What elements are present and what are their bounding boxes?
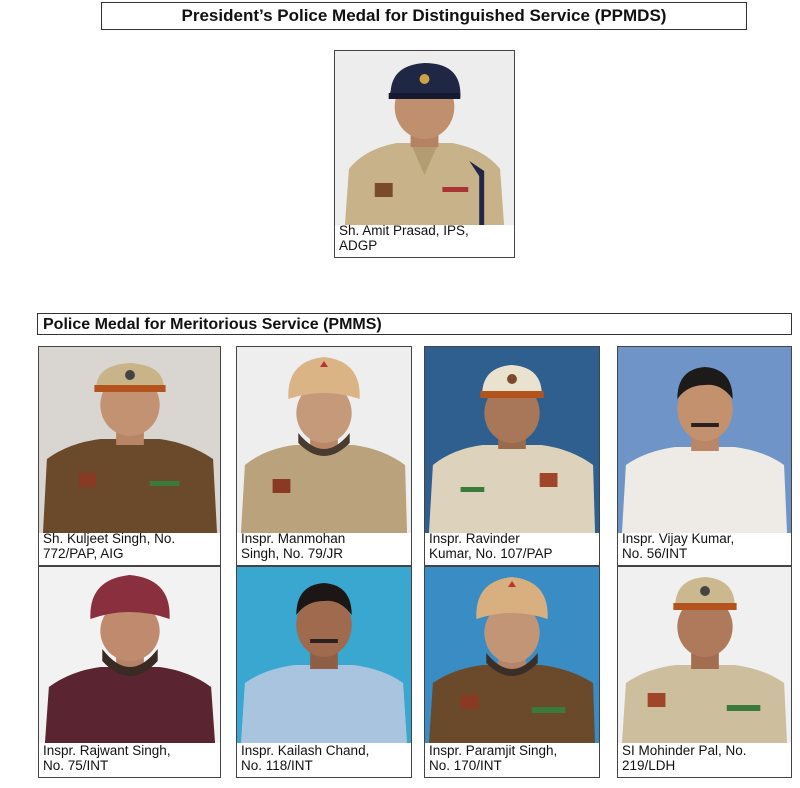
officer-photo	[618, 347, 791, 533]
officer-card-pmms-4	[617, 346, 792, 566]
officer-caption	[429, 743, 597, 777]
officer-card-ppmds	[334, 50, 515, 258]
officer-photo	[618, 567, 791, 743]
officer-card-pmms-1	[38, 346, 221, 566]
officer-photo	[425, 347, 599, 533]
officer-photo	[39, 347, 220, 533]
officer-card-pmms-5	[38, 566, 221, 778]
officer-caption	[622, 531, 789, 565]
officer-name-line1: Inspr. Manmohan	[241, 531, 346, 546]
officer-card-pmms-7	[424, 566, 600, 778]
officer-name-line2: No. 56/INT	[622, 546, 688, 561]
officer-name-line2: Kumar, No. 107/PAP	[429, 546, 553, 561]
ppmds-section-title: President’s Police Medal for Distinguished Service (PPMDS)	[101, 2, 747, 30]
officer-photo	[335, 51, 514, 225]
officer-name-line2: No. 75/INT	[43, 758, 109, 773]
officer-photo	[39, 567, 220, 743]
officer-card-pmms-8	[617, 566, 792, 778]
officer-name-line1: Inspr. Rajwant Singh,	[43, 743, 171, 758]
officer-caption	[241, 743, 409, 777]
officer-name-line1: Inspr. Ravinder	[429, 531, 520, 546]
officer-name-line1: Inspr. Kailash Chand,	[241, 743, 370, 758]
pmms-section-title: Police Medal for Meritorious Service (PMMS)	[37, 313, 792, 335]
officer-caption	[429, 531, 597, 565]
officer-name-line1: Sh. Kuljeet Singh, No.	[43, 531, 176, 546]
officer-caption	[241, 531, 409, 565]
officer-card-pmms-6	[236, 566, 412, 778]
officer-name-line1: SI Mohinder Pal, No.	[622, 743, 747, 758]
officer-caption	[43, 743, 218, 777]
officer-caption	[622, 743, 789, 777]
officer-name-line1: Inspr. Vijay Kumar,	[622, 531, 735, 546]
officer-photo	[237, 347, 411, 533]
officer-caption	[339, 223, 512, 257]
officer-card-pmms-2	[236, 346, 412, 566]
officer-photo	[237, 567, 411, 743]
officer-name-line2: No. 170/INT	[429, 758, 502, 773]
officer-name-line1: Inspr. Paramjit Singh,	[429, 743, 558, 758]
officer-name-line2: 219/LDH	[622, 758, 676, 773]
officer-name-line2: 772/PAP, AIG	[43, 546, 124, 561]
officer-caption	[43, 531, 218, 565]
officer-name-line2: Singh, No. 79/JR	[241, 546, 344, 561]
officer-card-pmms-3	[424, 346, 600, 566]
officer-name-line2: No. 118/INT	[241, 758, 313, 773]
officer-name-line2: ADGP	[339, 238, 378, 253]
officer-name-line1: Sh. Amit Prasad, IPS,	[339, 223, 469, 238]
officer-photo	[425, 567, 599, 743]
